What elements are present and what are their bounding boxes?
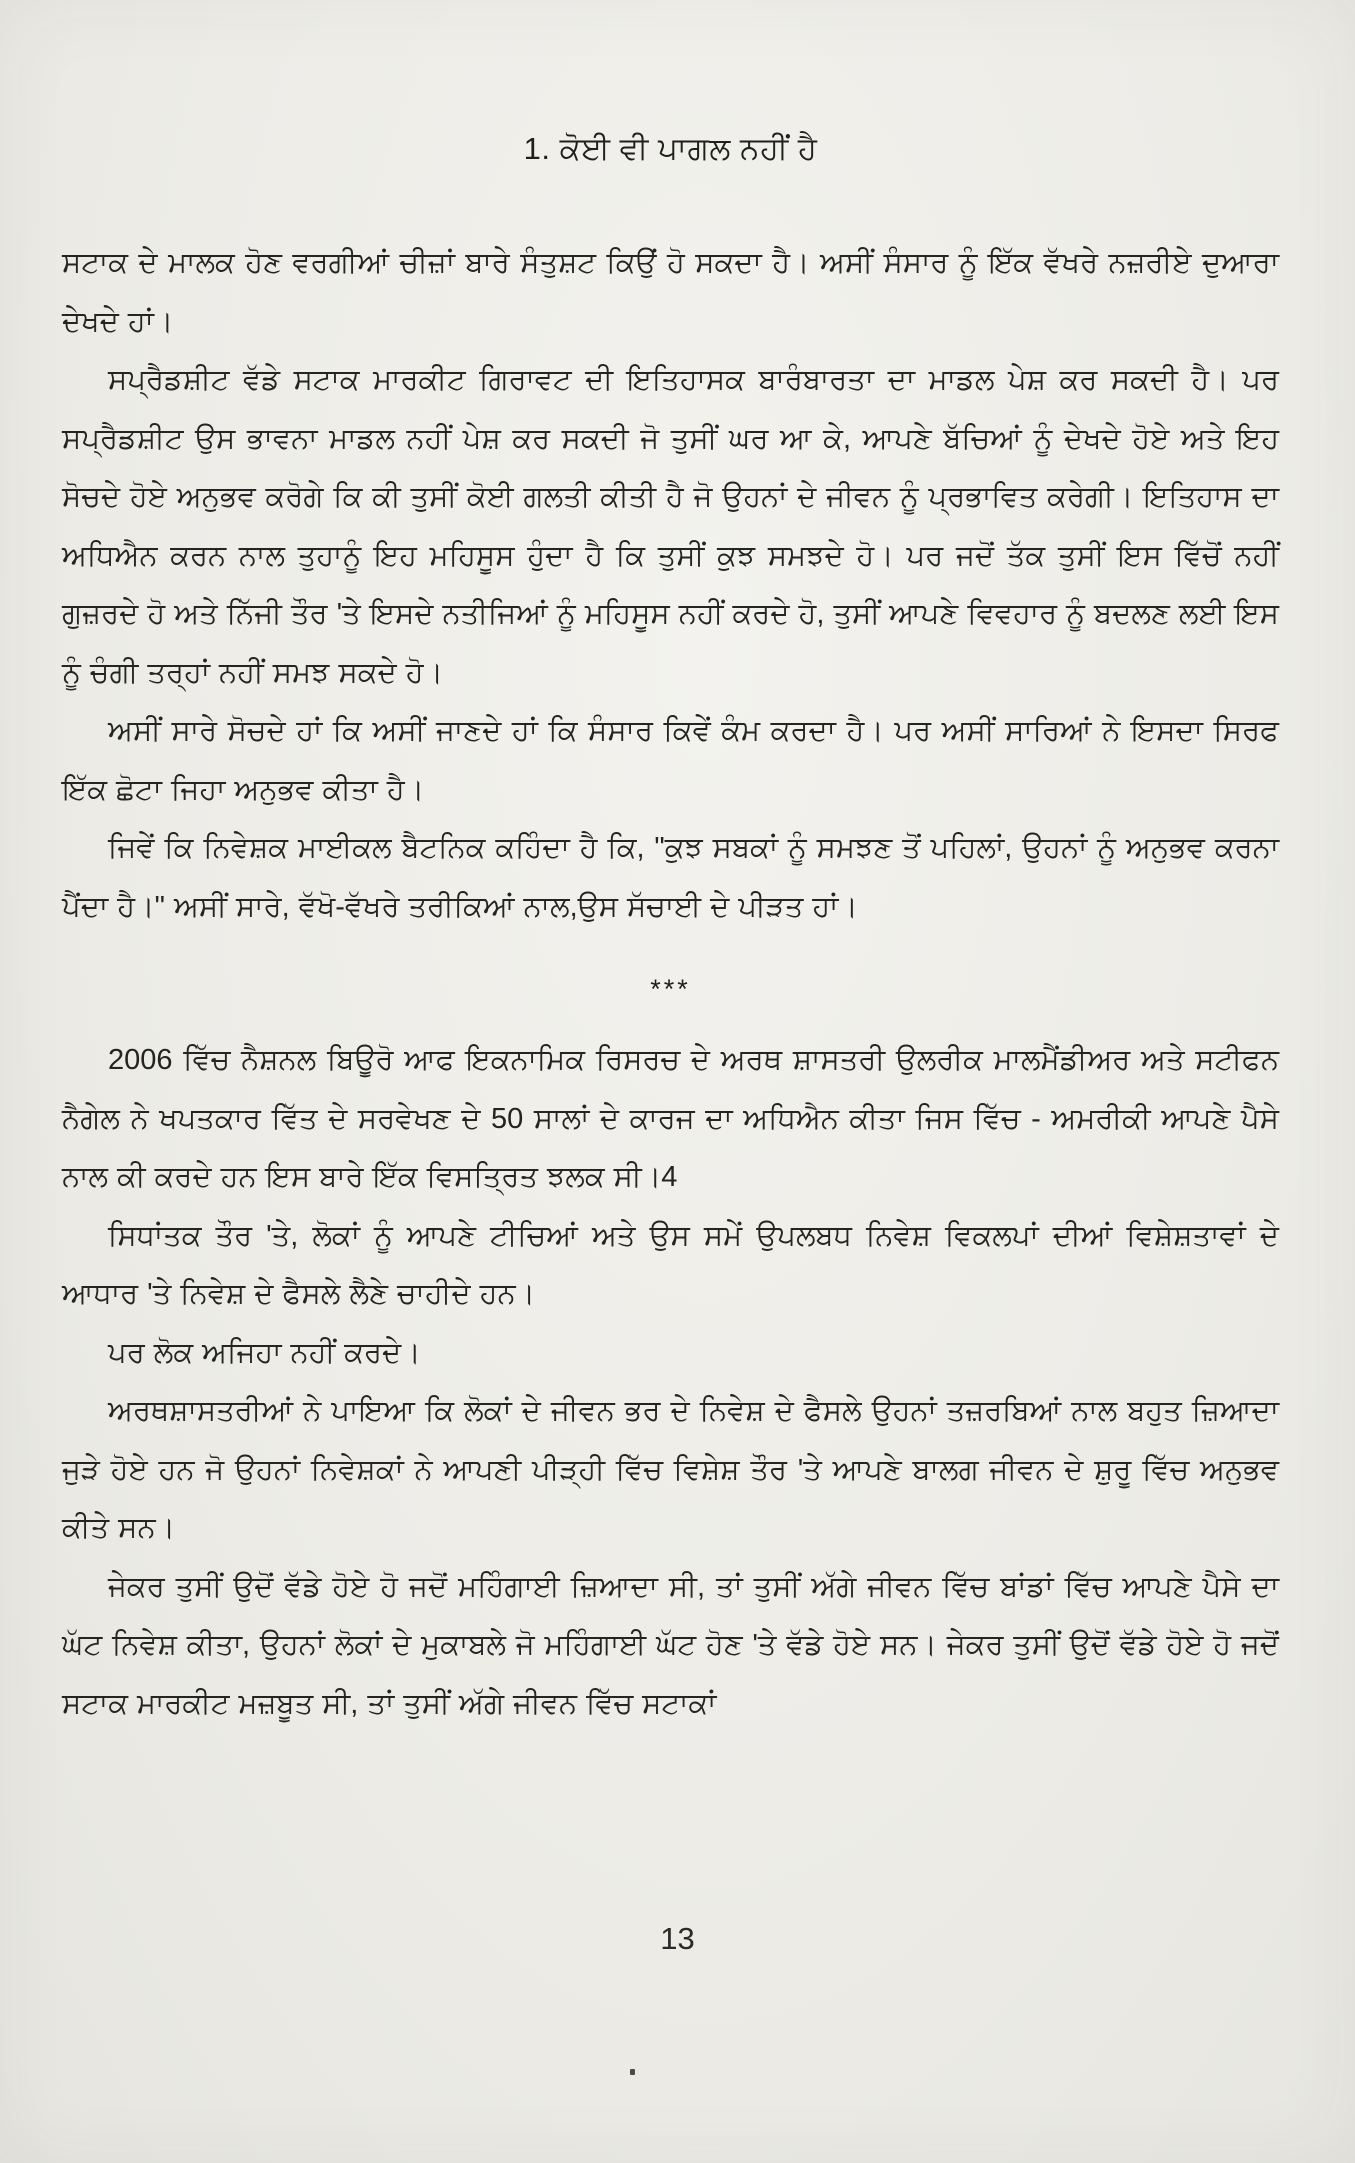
- paragraph: ਪਰ ਲੋਕ ਅਜਿਹਾ ਨਹੀਂ ਕਰਦੇ।: [108, 1336, 421, 1369]
- paragraph: ਜਿਵੇਂ ਕਿ ਨਿਵੇਸ਼ਕ ਮਾਈਕਲ ਬੈਟਨਿਕ ਕਹਿੰਦਾ ਹੈ ਕਿ, "ਕੁਝ ਸਬਕਾਂ ਨੂੰ ਸਮਝਣ ਤੋਂ ਪਹਿਲਾਂ, ਉਹਨਾਂ ਨੂੰ ਅਨੁਭਵ ਕਰਨਾ ਪੈਂਦਾ ਹੈ।" ਅਸੀਂ ਸਾਰੇ, ਵੱਖੋ-ਵੱਖਰੇ ਤਰੀਕਿਆਂ ਨਾਲ,ਉਸ ਸੱਚਾਈ ਦੇ ਪੀੜਤ ਹਾਂ।: [62, 832, 1279, 923]
- print-speck: [630, 2069, 635, 2075]
- paragraph: ਜੇਕਰ ਤੁਸੀਂ ਉਦੋਂ ਵੱਡੇ ਹੋਏ ਹੋ ਜਦੋਂ ਮਹਿੰਗਾਈ ਜ਼ਿਆਦਾ ਸੀ, ਤਾਂ ਤੁਸੀਂ ਅੱਗੇ ਜੀਵਨ ਵਿੱਚ ਬਾਂਡਾਂ ਵਿੱਚ ਆਪਣੇ ਪੈਸੇ ਦਾ ਘੱਟ ਨਿਵੇਸ਼ ਕੀਤਾ, ਉਹਨਾਂ ਲੋਕਾਂ ਦੇ ਮੁਕਾਬਲੇ ਜੋ ਮਹਿੰਗਾਈ ਘੱਟ ਹੋਣ 'ਤੇ ਵੱਡੇ ਹੋਏ ਸਨ। ਜੇਕਰ ਤੁਸੀਂ ਉਦੋਂ ਵੱਡੇ ਹੋਏ ਹੋ ਜਦੋਂ ਸਟਾਕ ਮਾਰਕੀਟ ਮਜ਼ਬੂਤ ਸੀ, ਤਾਂ ਤੁਸੀਂ ਅੱਗੇ ਜੀਵਨ ਵਿੱਚ ਸਟਾਕਾਂ: [62, 1570, 1279, 1720]
- paragraph: 2006 ਵਿੱਚ ਨੈਸ਼ਨਲ ਬਿਊਰੋ ਆਫ ਇਕਨਾਮਿਕ ਰਿਸਰਚ ਦੇ ਅਰਥ ਸ਼ਾਸਤਰੀ ਉਲਰੀਕ ਮਾਲਮੈਂਡੀਅਰ ਅਤੇ ਸਟੀਫਨ ਨੈਗੇਲ ਨੇ ਖਪਤਕਾਰ ਵਿੱਤ ਦੇ ਸਰਵੇਖਣ ਦੇ 50 ਸਾਲਾਂ ਦੇ ਕਾਰਜ ਦਾ ਅਧਿਐਨ ਕੀਤਾ ਜਿਸ ਵਿੱਚ - ਅਮਰੀਕੀ ਆਪਣੇ ਪੈਸੇ ਨਾਲ ਕੀ ਕਰਦੇ ਹਨ ਇਸ ਬਾਰੇ ਇੱਕ ਵਿਸਤ੍ਰਿਤ ਝਲਕ ਸੀ।4: [62, 1044, 1279, 1193]
- section-separator: ***: [650, 974, 691, 1004]
- chapter-title: 1. ਕੋਈ ਵੀ ਪਾਗਲ ਨਹੀਂ ਹੈ: [523, 131, 818, 166]
- paragraph: ਸਟਾਕ ਦੇ ਮਾਲਕ ਹੋਣ ਵਰਗੀਆਂ ਚੀਜ਼ਾਂ ਬਾਰੇ ਸੰਤੁਸ਼ਟ ਕਿਉਂ ਹੋ ਸਕਦਾ ਹੈ। ਅਸੀਂ ਸੰਸਾਰ ਨੂੰ ਇੱਕ ਵੱਖਰੇ ਨਜ਼ਰੀਏ ਦੁਆਰਾ ਦੇਖਦੇ ਹਾਂ।: [62, 247, 1279, 338]
- page-number: 13: [660, 1921, 695, 1956]
- paragraph: ਸਪ੍ਰੈਡਸ਼ੀਟ ਵੱਡੇ ਸਟਾਕ ਮਾਰਕੀਟ ਗਿਰਾਵਟ ਦੀ ਇਤਿਹਾਸਕ ਬਾਰੰਬਾਰਤਾ ਦਾ ਮਾਡਲ ਪੇਸ਼ ਕਰ ਸਕਦੀ ਹੈ। ਪਰ ਸਪ੍ਰੈਡਸ਼ੀਟ ਉਸ ਭਾਵਨਾ ਮਾਡਲ ਨਹੀਂ ਪੇਸ਼ ਕਰ ਸਕਦੀ ਜੋ ਤੁਸੀਂ ਘਰ ਆ ਕੇ, ਆਪਣੇ ਬੱਚਿਆਂ ਨੂੰ ਦੇਖਦੇ ਹੋਏ ਅਤੇ ਇਹ ਸੋਚਦੇ ਹੋਏ ਅਨੁਭਵ ਕਰੋਗੇ ਕਿ ਕੀ ਤੁਸੀਂ ਕੋਈ ਗਲਤੀ ਕੀਤੀ ਹੈ ਜੋ ਉਹਨਾਂ ਦੇ ਜੀਵਨ ਨੂੰ ਪ੍ਰਭਾਵਿਤ ਕਰੇਗੀ। ਇਤਿਹਾਸ ਦਾ ਅਧਿਐਨ ਕਰਨ ਨਾਲ ਤੁਹਾਨੂੰ ਇਹ ਮਹਿਸੂਸ ਹੁੰਦਾ ਹੈ ਕਿ ਤੁਸੀਂ ਕੁਝ ਸਮਝਦੇ ਹੋ। ਪਰ ਜਦੋਂ ਤੱਕ ਤੁਸੀਂ ਇਸ ਵਿੱਚੋਂ ਨਹੀਂ ਗੁਜ਼ਰਦੇ ਹੋ ਅਤੇ ਨਿੱਜੀ ਤੌਰ 'ਤੇ ਇਸਦੇ ਨਤੀਜਿਆਂ ਨੂੰ ਮਹਿਸੂਸ ਨਹੀਂ ਕਰਦੇ ਹੋ, ਤੁਸੀਂ ਆਪਣੇ ਵਿਵਹਾਰ ਨੂੰ ਬਦਲਣ ਲਈ ਇਸ ਨੂੰ ਚੰਗੀ ਤਰ੍ਹਾਂ ਨਹੀਂ ਸਮਝ ਸਕਦੇ ਹੋ।: [62, 364, 1279, 689]
- paragraph: ਅਰਥਸ਼ਾਸਤਰੀਆਂ ਨੇ ਪਾਇਆ ਕਿ ਲੋਕਾਂ ਦੇ ਜੀਵਨ ਭਰ ਦੇ ਨਿਵੇਸ਼ ਦੇ ਫੈਸਲੇ ਉਹਨਾਂ ਤਜ਼ਰਬਿਆਂ ਨਾਲ ਬਹੁਤ ਜ਼ਿਆਦਾ ਜੁੜੇ ਹੋਏ ਹਨ ਜੋ ਉਹਨਾਂ ਨਿਵੇਸ਼ਕਾਂ ਨੇ ਆਪਣੀ ਪੀੜ੍ਹੀ ਵਿੱਚ ਵਿਸ਼ੇਸ਼ ਤੌਰ 'ਤੇ ਆਪਣੇ ਬਾਲਗ ਜੀਵਨ ਦੇ ਸ਼ੁਰੂ ਵਿੱਚ ਅਨੁਭਵ ਕੀਤੇ ਸਨ।: [62, 1395, 1279, 1544]
- paragraph: ਸਿਧਾਂਤਕ ਤੌਰ 'ਤੇ, ਲੋਕਾਂ ਨੂੰ ਆਪਣੇ ਟੀਚਿਆਂ ਅਤੇ ਉਸ ਸਮੇਂ ਉਪਲਬਧ ਨਿਵੇਸ਼ ਵਿਕਲਪਾਂ ਦੀਆਂ ਵਿਸ਼ੇਸ਼ਤਾਵਾਂ ਦੇ ਆਧਾਰ 'ਤੇ ਨਿਵੇਸ਼ ਦੇ ਫੈਸਲੇ ਲੈਣੇ ਚਾਹੀਦੇ ਹਨ।: [62, 1219, 1279, 1310]
- paragraph: ਅਸੀਂ ਸਾਰੇ ਸੋਚਦੇ ਹਾਂ ਕਿ ਅਸੀਂ ਜਾਣਦੇ ਹਾਂ ਕਿ ਸੰਸਾਰ ਕਿਵੇਂ ਕੰਮ ਕਰਦਾ ਹੈ। ਪਰ ਅਸੀਂ ਸਾਰਿਆਂ ਨੇ ਇਸਦਾ ਸਿਰਫ ਇੱਕ ਛੋਟਾ ਜਿਹਾ ਅਨੁਭਵ ਕੀਤਾ ਹੈ।: [62, 715, 1279, 806]
